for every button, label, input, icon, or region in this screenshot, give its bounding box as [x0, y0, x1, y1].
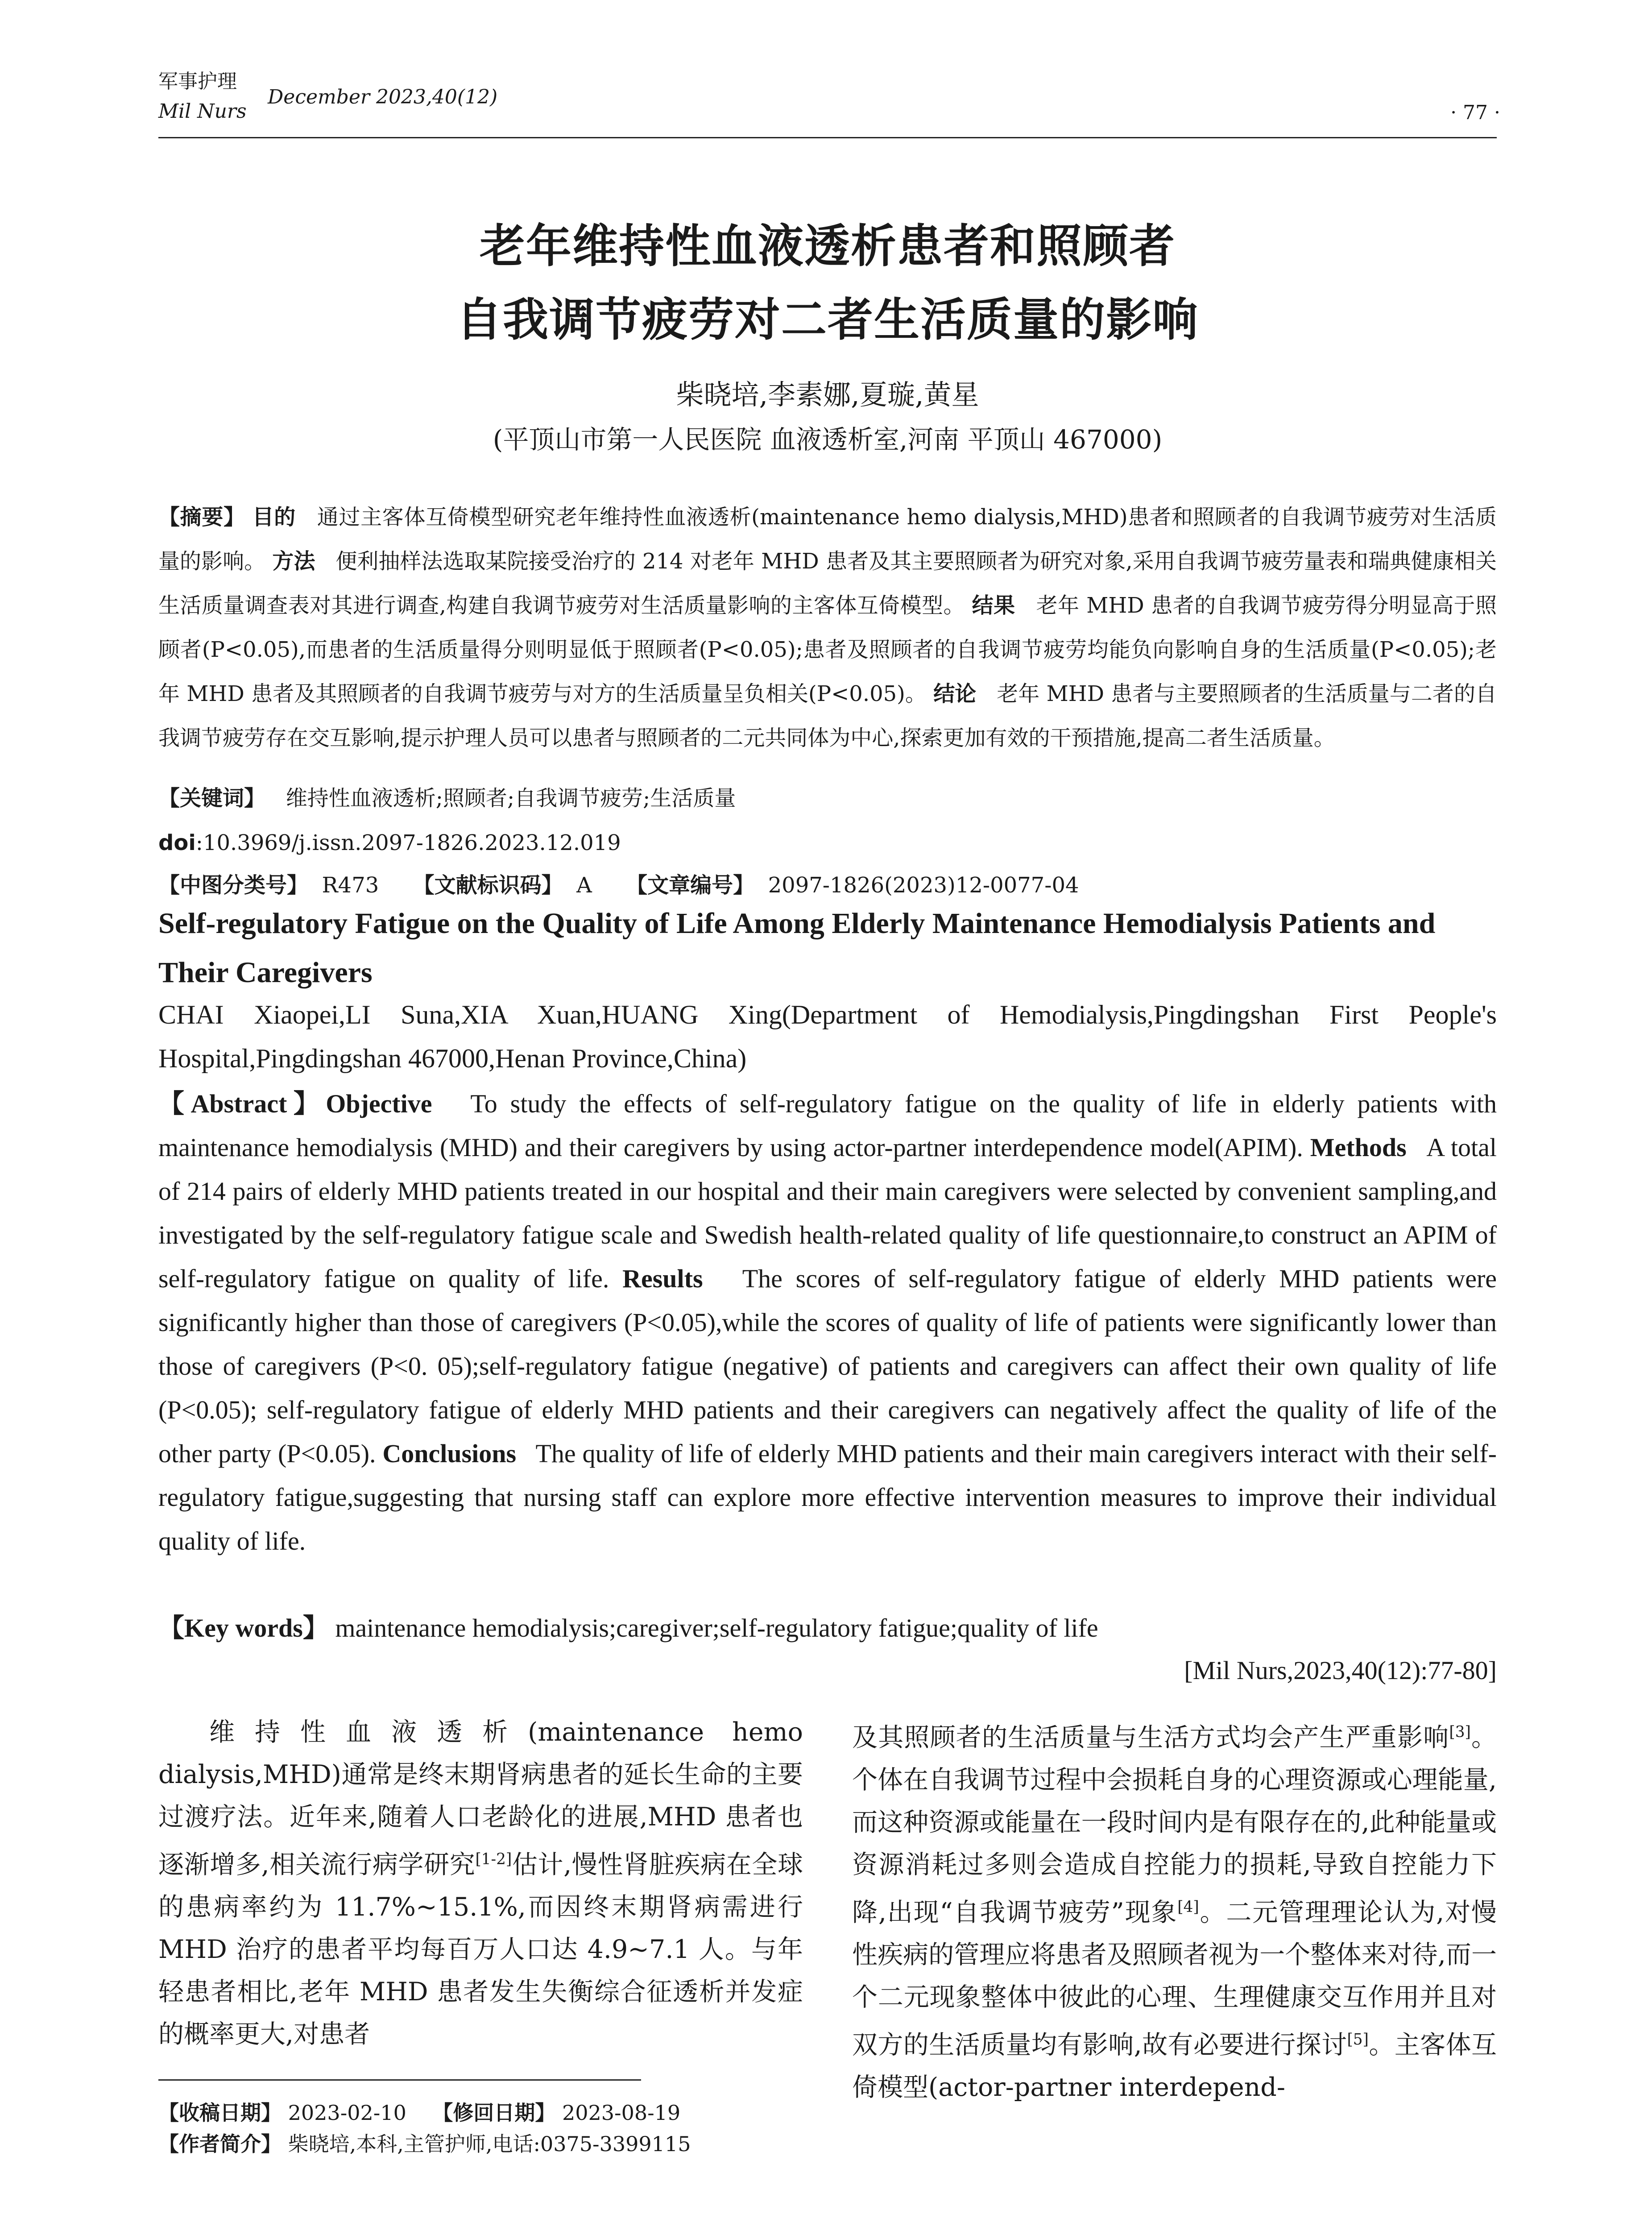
journal-name-en: Mil Nurs [158, 100, 247, 123]
body-left-text-2: 估计,慢性肾脏疾病在全球的患病率约为 11.7%~15.1%,而因终末期肾病需进行 MHD 治疗的患者平均每百万人口达 4.9~7.1 人。与年轻患者相比,老年 MHD 患者发生失衡综合征透析并发症的概率更大,对患者 [158, 1850, 803, 2049]
body-right-text-3: 。二元管理理论认为,对慢性疾病的管理应将患者及照顾者视为一个整体来对待,而一个二元现象整体中彼此的心理、生理健康交互作用并且对双方的生活质量均有影响,故有必要进行探讨 [852, 1898, 1497, 2060]
abstract-cn [158, 495, 1497, 760]
body-column-left [158, 1711, 803, 2056]
conclusions-en-text: The quality of life of elderly MHD patients and their main caregivers interact with their self-regulatory fatigue,suggesting that nursing staff can explore more effective intervention measures to improve their individual quality of life. [158, 1439, 1497, 1555]
body-left-text-1: 维持性血液透析(maintenance hemo dialysis,MHD)通常是终末期肾病患者的延长生命的主要过渡疗法。近年来,随着人口老龄化的进展,MHD 患者也逐渐增多,相关流行病学研究 [158, 1717, 803, 1879]
doi-link[interactable]: :10.3969/j.issn.2097-1826.2023.12.019 [195, 830, 621, 855]
received-date: 2023-02-10 [288, 2101, 406, 2125]
title-line-2: 自我调节疲劳对二者生活质量的影响 [456, 294, 1199, 347]
footnote-dates [158, 2097, 680, 2128]
objective-en-label: Objective [326, 1089, 432, 1118]
journal-name-cn: 军事护理 [158, 70, 237, 93]
english-authors: CHAI Xiaopei,LI Suna,XIA Xuan,HUANG Xing(Department of Hemodialysis,Pingdingshan First People's Hospital,Pingdingshan 467000,Henan Province,China) [158, 1000, 1497, 1073]
citation: [Mil Nurs,2023,40(12):77-80] [1184, 1656, 1497, 1685]
keywords-label: 【关键词】 [158, 786, 266, 811]
keywords-en [158, 1606, 1497, 1650]
doi-line [158, 821, 1497, 865]
page-number: · 77 · [1450, 101, 1500, 124]
doi-label: doi [158, 830, 196, 855]
conclusions-en-label: Conclusions [382, 1439, 517, 1468]
clc-label: 【中图分类号】 [158, 873, 309, 898]
affiliation-cn: (平顶山市第一人民医院 血液透析室,河南 平顶山 467000) [493, 424, 1163, 455]
doc-code-value: A [576, 873, 592, 898]
issue-info: December 2023,40(12) [268, 86, 498, 108]
article-number-value: 2097-1826(2023)12-0077-04 [768, 873, 1079, 898]
doc-code-label: 【文献标识码】 [413, 873, 563, 898]
abstract-en [158, 1082, 1497, 1563]
body-column-right [852, 1711, 1497, 2109]
abstract-label: 【摘要】 [158, 505, 245, 530]
body-right-text-2: 。个体在自我调节过程中会损耗自身的心理资源或心理能量,而这种资源或能量在一段时间内是有限存在的,此种能量或资源消耗过多则会造成自控能力的损耗,导致自控能力下降,出现“自我调节疲劳”现象 [852, 1723, 1497, 1927]
citation-ref-5[interactable]: [5] [1347, 2031, 1369, 2049]
conclusion-text: 老年 MHD 患者与主要照顾者的生活质量与二者的自我调节疲劳存在交互影响,提示护理人员可以患者与照顾者的二元共同体为中心,探索更加有效的干预措施,提高二者生活质量。 [158, 681, 1497, 751]
title-line-1: 老年维持性血液透析患者和照顾者 [480, 220, 1176, 273]
keywords-en-label: 【Key words】 [158, 1613, 329, 1642]
authors-cn: 柴晓培,李素娜,夏璇,黄星 [676, 378, 979, 411]
methods-label: 方法 [272, 549, 315, 574]
body-right-text-1: 及其照顾者的生活质量与生活方式均会产生严重影响 [852, 1723, 1449, 1752]
clc-value: R473 [322, 873, 379, 898]
keywords-text: 维持性血液透析;照顾者;自我调节疲劳;生活质量 [286, 786, 736, 811]
english-title: Self-regulatory Fatigue on the Quality of Life Among Elderly Maintenance Hemodialysis Patients and Their Caregivers [158, 907, 1436, 989]
conclusion-label: 结论 [933, 681, 977, 706]
objective-en-text: To study the effects of self-regulatory fatigue on the quality of life in elderly patients with maintenance hemodialysis (MHD) and their caregivers by using actor-partner interdependence model(APIM). [158, 1089, 1497, 1162]
citation-ref-4[interactable]: [4] [1177, 1898, 1199, 1916]
methods-en-text: A total of 214 pairs of elderly MHD patients treated in our hospital and their main caregivers were selected by convenient sampling,and investigated by the self-regulatory fatigue scale and Swedish health-related quality of life questionnaire,to construct an APIM of self-regulatory fatigue on quality of life. [158, 1133, 1497, 1293]
footnote-author [158, 2128, 691, 2160]
results-en-label: Results [622, 1264, 703, 1293]
results-text: 老年 MHD 患者的自我调节疲劳得分明显高于照顾者(P<0.05),而患者的生活质量得分则明显低于照顾者(P<0.05);患者及照顾者的自我调节疲劳均能负向影响自身的生活质量(P<0.05);老年 MHD 患者及其照顾者的自我调节疲劳与对方的生活质量呈负相关(P<0.05)。 [158, 593, 1497, 706]
citation-ref-3[interactable]: [3] [1449, 1723, 1471, 1741]
revised-label: 【修回日期】 [432, 2101, 556, 2125]
methods-text: 便利抽样法选取某院接受治疗的 214 对老年 MHD 患者及其主要照顾者为研究对象,采用自我调节疲劳量表和瑞典健康相关生活质量调查表对其进行调查,构建自我调节疲劳对生活质量影响的主客体互倚模型。 [158, 549, 1497, 618]
header-divider [158, 137, 1497, 138]
abstract-en-label: 【Abstract】 [158, 1089, 326, 1118]
results-en-text: The scores of self-regulatory fatigue of elderly MHD patients were significantly higher than those of caregivers (P<0.05),while the scores of quality of life of patients were significantly lower than those of caregivers (P<0. 05);self-regulatory fatigue (negative) of patients and caregivers can affect their own quality of life (P<0.05); self-regulatory fatigue of elderly MHD patients and their caregivers can negatively affect the quality of life of the other party (P<0.05). [158, 1264, 1497, 1468]
objective-text: 通过主客体互倚模型研究老年维持性血液透析(maintenance hemo dialysis,MHD)患者和照顾者的自我调节疲劳对生活质量的影响。 [158, 505, 1497, 574]
body-right-text-4: 。主客体互倚模型(actor-partner interdepend- [852, 2030, 1497, 2102]
results-label: 结果 [972, 593, 1015, 618]
author-info-label: 【作者简介】 [158, 2132, 282, 2156]
keywords-en-text: maintenance hemodialysis;caregiver;self-regulatory fatigue;quality of life [335, 1613, 1098, 1642]
keywords-cn [158, 776, 1497, 821]
author-info-text: 柴晓培,本科,主管护师,电话:0375-3399115 [288, 2132, 691, 2156]
methods-en-label: Methods [1310, 1133, 1407, 1162]
objective-label: 目的 [252, 505, 296, 530]
footnote-divider [158, 2079, 641, 2081]
revised-date: 2023-08-19 [562, 2101, 681, 2125]
received-label: 【收稿日期】 [158, 2101, 282, 2125]
article-number-label: 【文章编号】 [626, 873, 755, 898]
citation-ref-1-2[interactable]: [1-2] [475, 1850, 512, 1868]
article-title [158, 210, 1497, 357]
